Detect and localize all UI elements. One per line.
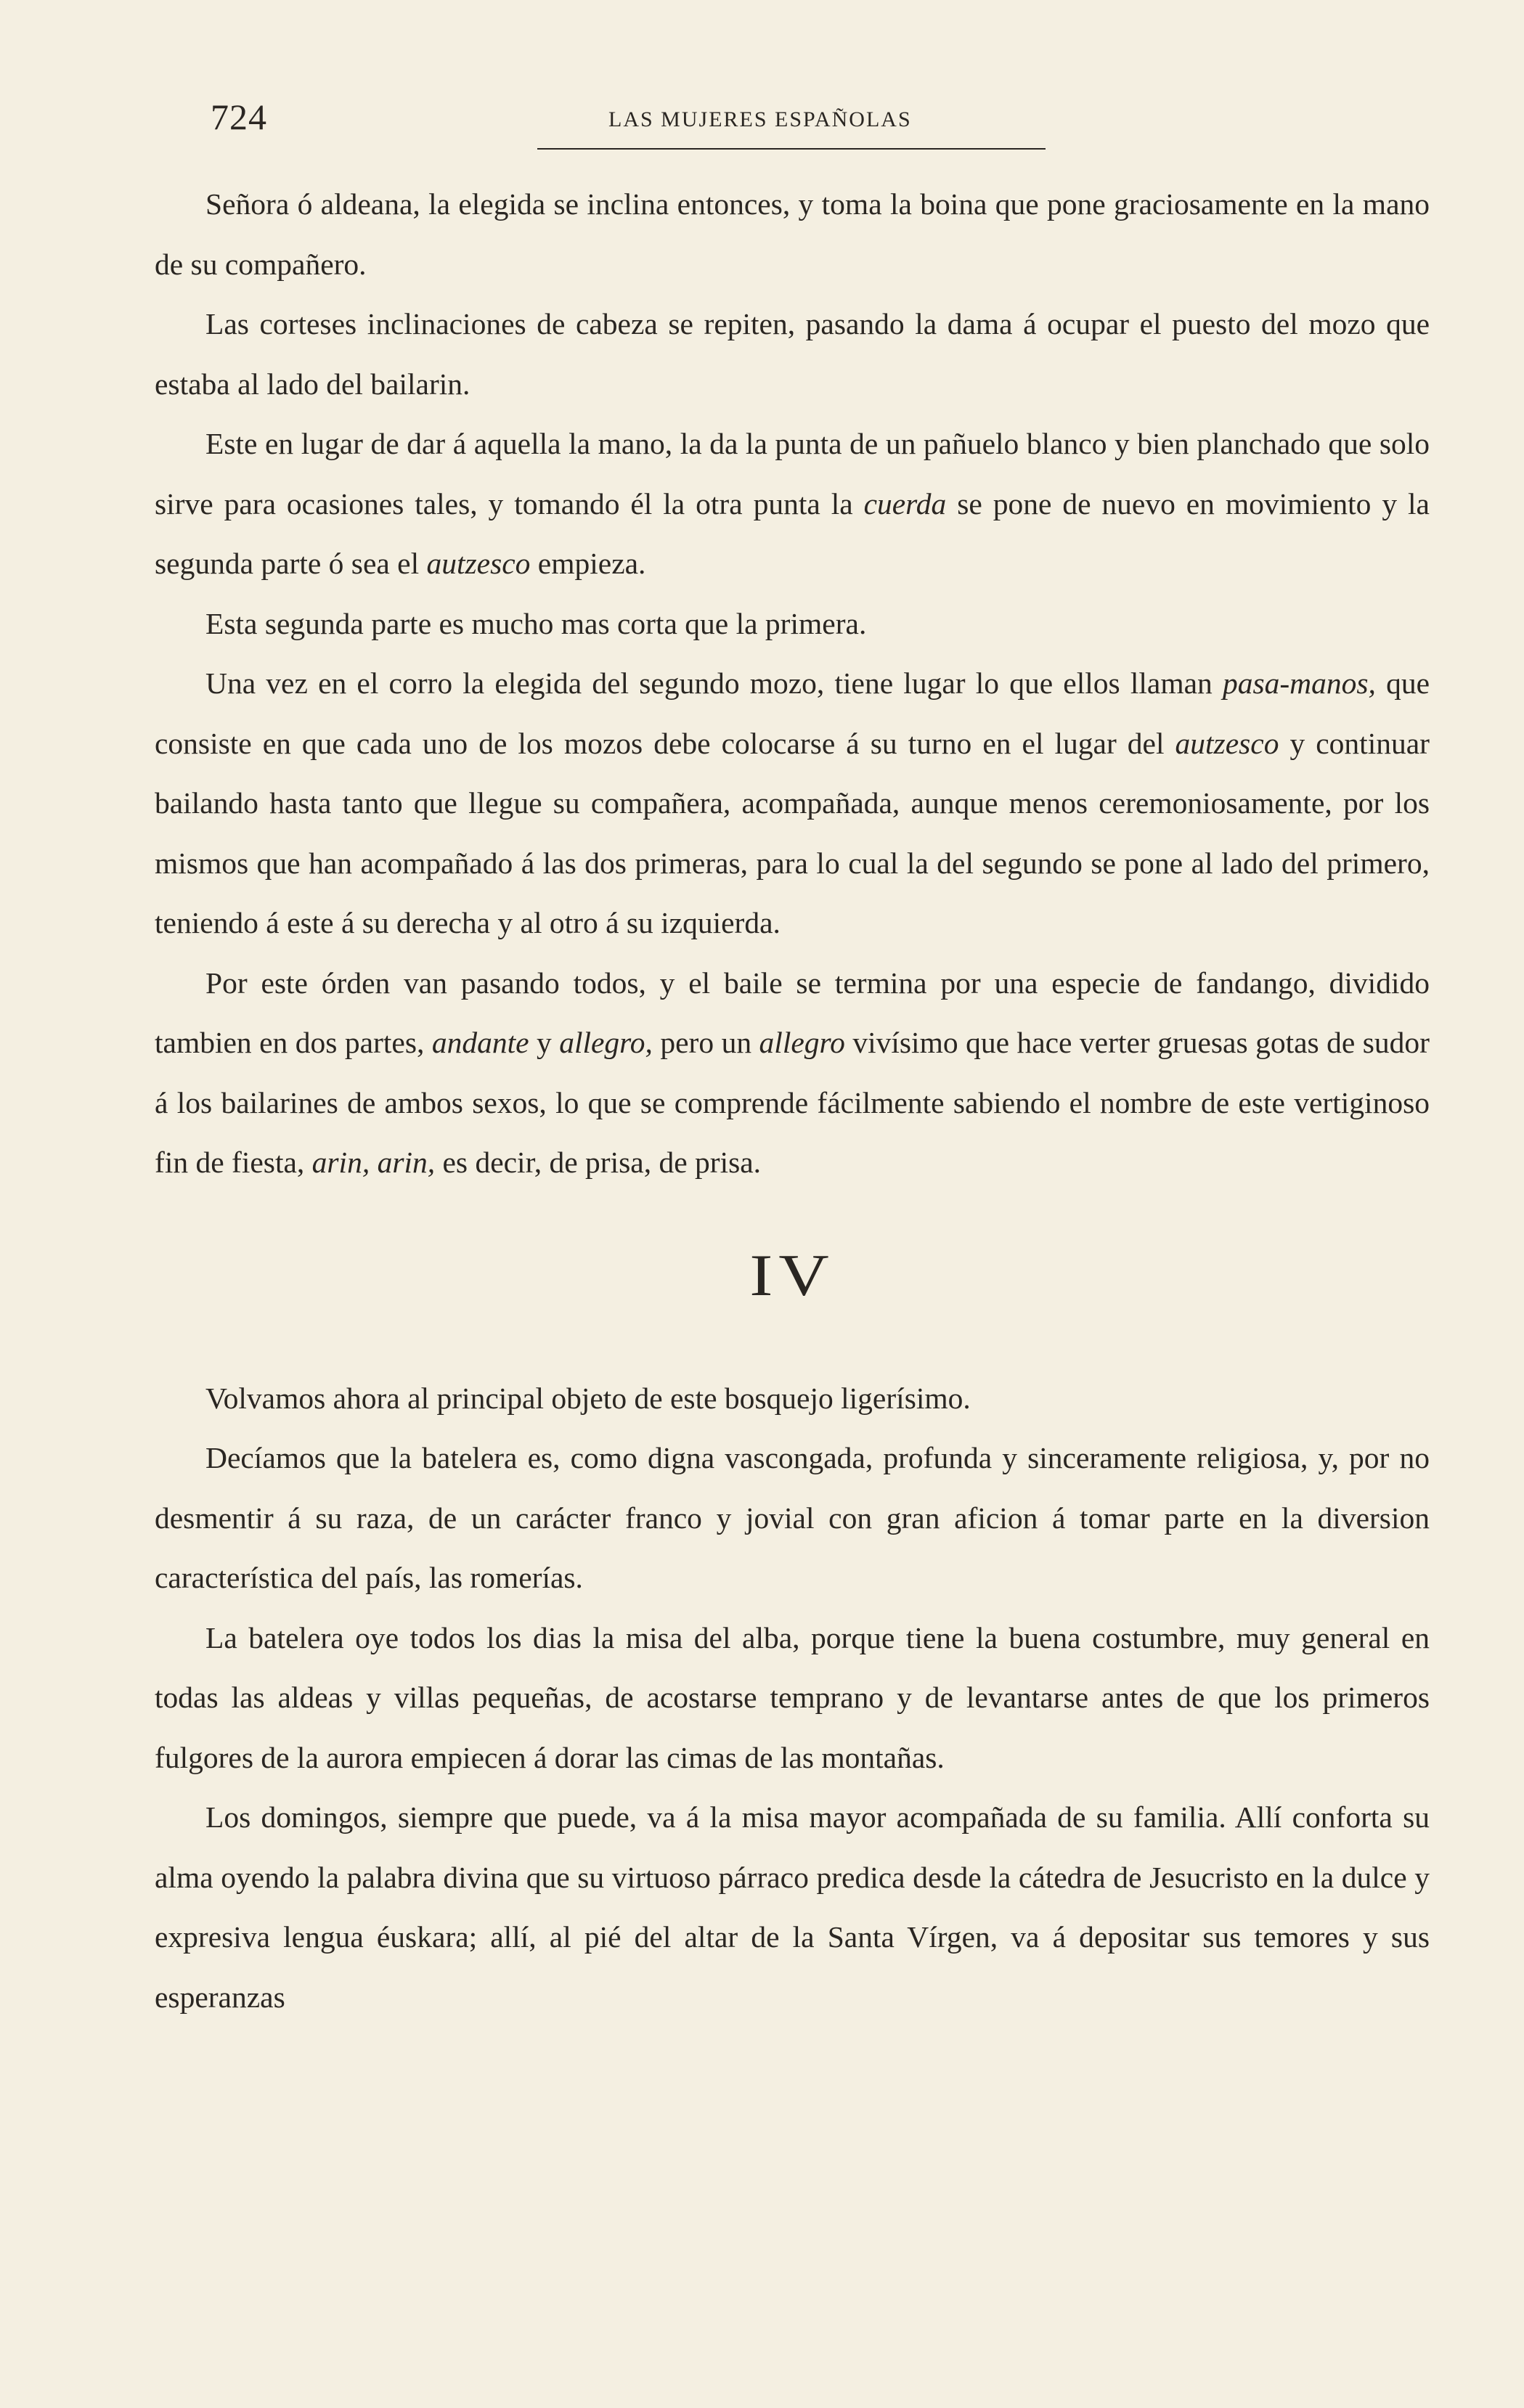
text-run: vivísimo que hace verter gruesas gotas de sudor á los bailarines de ambos sexos, lo que se comprende fácilmente sabiendo el nombre de este vertiginoso fin de fiesta, [155,1026,1430,1179]
paragraphs-before-section [155,174,1430,1193]
italic-term: arin, arin, [311,1146,436,1179]
text-run: que consiste en que cada uno de los mozos debe colocarse á su turno en el lugar del [155,666,1430,760]
paragraph [155,1428,1430,1608]
paragraph [155,1787,1430,2027]
paragraph [155,953,1430,1193]
header-rule [537,148,1046,150]
italic-term: autzesco [1175,726,1279,760]
text-run: y [529,1026,560,1059]
text-run: empieza. [530,547,646,580]
text-run: Señora ó aldeana, la elegida se inclina entonces, y toma la boina que pone graciosamente en la mano de su compañero. [155,187,1430,281]
page-header [0,96,1524,147]
italic-term: pasa-manos, [1222,666,1376,700]
text-run: se pone de nuevo en movimiento y la segunda parte ó sea el [155,486,1430,580]
running-title: LAS MUJERES ESPAÑOLAS [608,107,912,131]
paragraph [155,414,1430,594]
body-text [155,174,1430,2027]
italic-term: allegro [759,1026,845,1059]
italic-term: autzesco [426,547,531,580]
paragraph [155,174,1430,294]
text-run: Decíamos que la batelera es, como digna vascongada, profunda y sinceramente religiosa, y, por no desmentir á su raza, de un carácter franco y jovial con gran aficion á tomar parte en la diversion característica del país, las romerías. [155,1441,1430,1594]
text-run: Los domingos, siempre que puede, va á la misa mayor acompañada de su familia. Allí conforta su alma oyendo la palabra divina que su virtuoso párraco predica desde la cátedra de Jesucristo en la dulce y expresiva lengua éuskara; allí, al pié del altar de la Santa Vírgen, va á depositar sus temores y sus esperanzas [155,1800,1430,2014]
text-run: Volvamos ahora al principal objeto de este bosquejo ligerísimo. [205,1381,971,1415]
text-run: Esta segunda parte es mucho mas corta que la primera. [205,606,867,640]
text-run: Una vez en el corro la elegida del segundo mozo, tiene lugar lo que ellos llaman [205,666,1223,700]
italic-term: allegro, [559,1026,653,1059]
italic-term: andante [431,1026,529,1059]
text-run: La batelera oye todos los dias la misa del alba, porque tiene la buena costumbre, muy general en todas las aldeas y villas pequeñas, de acostarse temprano y de levantarse antes de que los primeros fulgores de la aurora empiecen á dorar las cimas de las montañas. [155,1620,1430,1774]
paragraph [155,1368,1430,1429]
text-run: Este en lugar de dar á aquella la mano, la da la punta de un pañuelo blanco y bien planchado que solo sirve para ocasiones tales, y tomando él la otra punta la [155,427,1430,521]
paragraph [155,294,1430,414]
paragraph [155,1608,1430,1788]
text-run: Las corteses inclinaciones de cabeza se repiten, pasando la dama á ocupar el puesto del mozo que estaba al lado del bailarin. [155,307,1430,401]
paragraphs-after-section [155,1368,1430,2028]
paragraph [155,653,1430,953]
text-run: Por este órden van pasando todos, y el baile se termina por una especie de fandango, dividido tambien en dos partes, [155,966,1430,1059]
page-number: 724 [211,97,267,137]
section-heading: IV [749,1241,835,1308]
text-run: y continuar bailando hasta tanto que llegue su compañera, acompañada, aunque menos ceremoniosamente, por los mismos que han acompañado á las dos primeras, para lo cual la del segundo se pone al lado del primero, teniendo á este á su derecha y al otro á su izquierda. [155,726,1430,939]
text-run: pero un [652,1026,759,1059]
italic-term: cuerda [863,486,947,521]
paragraph [155,594,1430,654]
text-run: es decir, de prisa, de prisa. [435,1146,762,1179]
